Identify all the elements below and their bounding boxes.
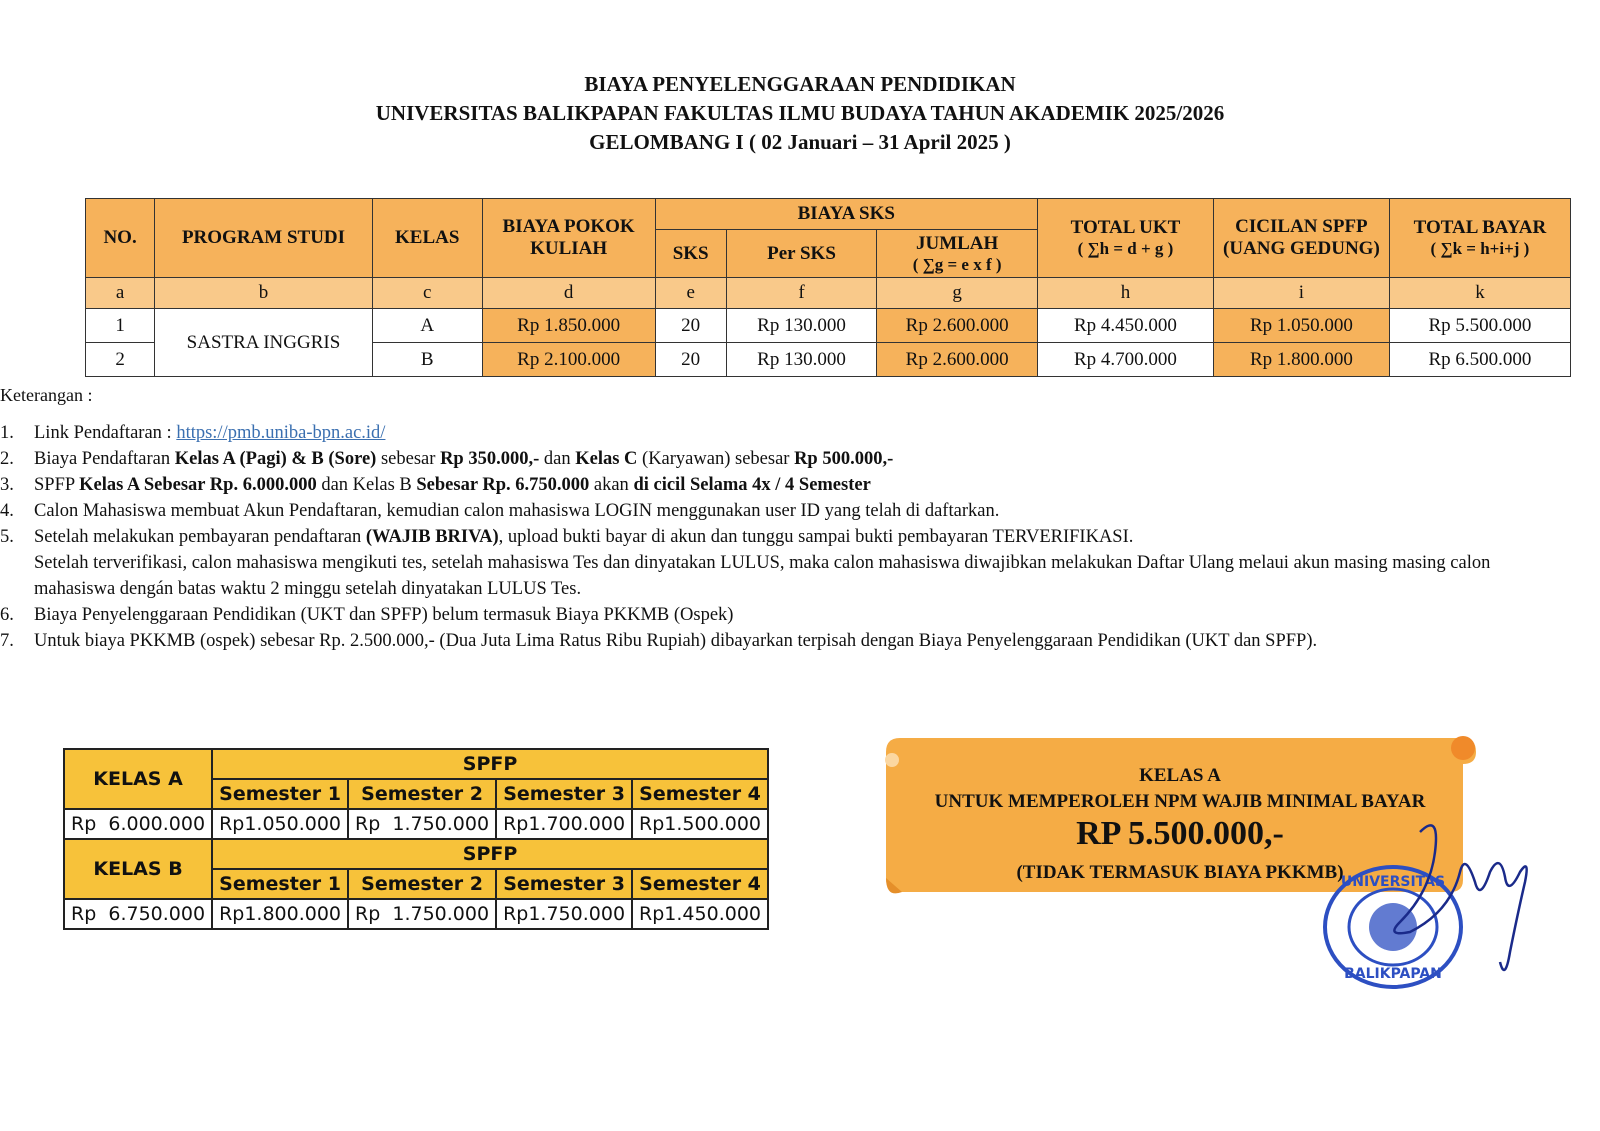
header-total-bayar-formula: ( ∑k = h+i+j ) [1430,239,1530,258]
semester-header: Semester 1 [212,869,348,899]
header-kelas: KELAS [372,199,482,278]
header-total-bayar-label: TOTAL BAYAR [1413,217,1547,238]
letter-cell: a [86,278,155,309]
cell-cicilan: Rp 1.050.000 [1213,309,1389,343]
cell-jumlah: Rp 2.600.000 [877,309,1038,343]
header-total-ukt-label: TOTAL UKT [1070,217,1181,238]
title-line-3: GELOMBANG I ( 02 Januari – 31 April 2025 ) [589,130,1011,154]
total-value: 6.750.000 [108,903,206,925]
table-row [64,899,768,929]
banner-note: (TIDAK TERMASUK BIAYA PKKMB) [1016,862,1344,883]
note-number: 3. [0,475,14,495]
cell-total-bayar: Rp 6.500.000 [1389,343,1570,377]
banner-line-1: KELAS A [1139,765,1221,786]
header-biaya-sks: BIAYA SKS [655,199,1037,230]
header-total-bayar [1389,199,1570,278]
header-cicilan-spfp: CICILAN SPFP (UANG GEDUNG) [1213,199,1389,278]
cell-total-bayar: Rp 5.500.000 [1389,309,1570,343]
fee-table [85,198,1571,377]
cell-kelas: A [372,309,482,343]
kelas-b-total [64,899,212,929]
cell-biaya-pokok: Rp 2.100.000 [482,343,655,377]
title-line-1: BIAYA PENYELENGGARAAN PENDIDIKAN [584,72,1016,96]
letter-cell: k [1389,278,1570,309]
letter-cell: f [726,278,877,309]
note-text: Untuk biaya PKKMB (ospek) sebesar Rp. 2.500.000,- (Dua Juta Lima Ratus Ribu Rupiah) dibayarkan terpisah dengan Biaya Penyelenggaraan Pendidikan (UKT dan SPFP). [34,631,1318,651]
spfp-table [63,748,769,930]
note-text: Link Pendaftaran : [34,423,177,443]
spfp-header: SPFP [212,749,768,779]
signature-stroke [1394,825,1526,970]
list-item [0,420,1580,446]
banner-line-2: UNTUK MEMPEROLEH NPM WAJIB MINIMAL BAYAR [934,791,1426,812]
header-per-sks: Per SKS [726,230,877,278]
document-title [0,70,1600,157]
header-total-ukt-formula: ( ∑h = d + g ) [1077,239,1174,258]
note-bold: di cicil Selama 4x / 4 Semester [633,475,871,495]
note-bold: Rp 350.000,- [440,449,540,469]
table-row [86,309,1571,343]
cell-jumlah: Rp 2.600.000 [877,343,1038,377]
semester-value: Rp1.500.000 [632,809,768,839]
kelas-a-label: KELAS A [64,749,212,809]
letter-cell: i [1213,278,1389,309]
note-text: Setelah terverifikasi, calon mahasiswa mengikuti tes, setelah mahasiswa Tes dan dinyatakan LULUS, maka calon mahasiswa diwajibkan melakukan Daftar Ulang melaui akun masing masing calon mahasiswa dengán batas waktu 2 minggu setelah dinyatakan LULUS Tes. [34,553,1491,599]
letter-cell: d [482,278,655,309]
table-row [64,809,768,839]
note-text: Setelah melakukan pembayaran pendaftaran [34,527,366,547]
letter-row [86,278,1571,309]
letter-cell: c [372,278,482,309]
note-number: 7. [0,631,14,651]
cell-biaya-pokok: Rp 1.850.000 [482,309,655,343]
note-text: SPFP [34,475,80,495]
header-biaya-pokok: BIAYA POKOK KULIAH [482,199,655,278]
signature [1380,812,1550,992]
header-jumlah [877,230,1038,278]
kelas-a-total [64,809,212,839]
semester-value: Rp1.800.000 [212,899,348,929]
note-bold: (WAJIB BRIVA) [365,527,499,547]
list-item [0,446,1580,472]
semester-value: Rp 1.750.000 [348,899,496,929]
note-text: (Karyawan) sebesar [637,449,795,469]
stamp-bottom-text: BALIKPAPAN [1344,966,1442,982]
note-text: sebesar [376,449,441,469]
semester-value: Rp1.700.000 [496,809,632,839]
cell-per-sks: Rp 130.000 [726,343,877,377]
stamp-top-text: UNIVERSITAS [1340,874,1446,890]
note-text: dan [539,449,576,469]
semester-header: Semester 2 [348,869,496,899]
cell-kelas: B [372,343,482,377]
currency-label: Rp [71,903,97,925]
header-sks: SKS [655,230,726,278]
note-number: 4. [0,501,14,521]
banner-curl-right [1451,736,1475,760]
list-item [0,524,1514,602]
title-line-2: UNIVERSITAS BALIKPAPAN FAKULTAS ILMU BUDAYA TAHUN AKADEMIK 2025/2026 [375,101,1225,125]
note-number: 6. [0,605,14,625]
note-text: akan [589,475,634,495]
letter-cell: b [155,278,373,309]
note-text: , upload bukti bayar di akun dan tunggu sampai bukti pembayaran TERVERIFIKASI. [498,527,1134,547]
note-bold: Kelas A Sebesar Rp. 6.000.000 [79,475,317,495]
header-program-studi: PROGRAM STUDI [155,199,373,278]
cell-per-sks: Rp 130.000 [726,309,877,343]
note-bold: Sebesar Rp. 6.750.000 [416,475,590,495]
cell-sks: 20 [655,343,726,377]
semester-value: Rp1.050.000 [212,809,348,839]
letter-cell: h [1037,278,1213,309]
note-bold: Kelas C [575,449,638,469]
cell-no: 2 [86,343,155,377]
cell-total-ukt: Rp 4.700.000 [1037,343,1213,377]
semester-header: Semester 4 [632,869,768,899]
header-jumlah-formula: ( ∑g = e x f ) [912,254,1002,274]
list-item [0,602,1580,628]
semester-value: Rp1.750.000 [496,899,632,929]
note-text: Calon Mahasiswa membuat Akun Pendaftaran, kemudian calon mahasiswa LOGIN menggunakan user ID yang telah di daftarkan. [34,501,1000,521]
header-no: NO. [86,199,155,278]
registration-link[interactable]: https://pmb.uniba-bpn.ac.id/ [176,423,386,443]
semester-header: Semester 4 [632,779,768,809]
keterangan-label: Keterangan : [0,385,93,405]
banner-amount: RP 5.500.000,- [1076,815,1284,852]
semester-header: Semester 3 [496,869,632,899]
note-number: 5. [0,527,14,547]
cell-sks: 20 [655,309,726,343]
cell-program-studi: SASTRA INGGRIS [155,309,373,377]
note-number: 2. [0,449,14,469]
header-jumlah-label: JUMLAH [915,232,999,254]
spfp-header: SPFP [212,839,768,869]
note-text: Biaya Pendaftaran [34,449,175,469]
list-item [0,472,1580,498]
notes-list [0,420,1580,654]
semester-header: Semester 2 [348,779,496,809]
note-bold: Kelas A (Pagi) & B (Sore) [174,449,377,469]
letter-cell: g [877,278,1038,309]
list-item [0,498,1580,524]
note-text: Biaya Penyelenggaraan Pendidikan (UKT dan SPFP) belum termasuk Biaya PKKMB (Ospek) [34,605,734,625]
total-value: 6.000.000 [108,813,206,835]
cell-total-ukt: Rp 4.450.000 [1037,309,1213,343]
note-bold: Rp 500.000,- [794,449,894,469]
cell-no: 1 [86,309,155,343]
letter-cell: e [655,278,726,309]
note-text: dan Kelas B [316,475,417,495]
note-number: 1. [0,423,14,443]
semester-value: Rp1.450.000 [632,899,768,929]
list-item [0,628,1580,654]
header-total-ukt [1037,199,1213,278]
currency-label: Rp [71,813,97,835]
semester-value: Rp 1.750.000 [348,809,496,839]
semester-header: Semester 1 [212,779,348,809]
semester-header: Semester 3 [496,779,632,809]
kelas-b-label: KELAS B [64,839,212,899]
cell-cicilan: Rp 1.800.000 [1213,343,1389,377]
